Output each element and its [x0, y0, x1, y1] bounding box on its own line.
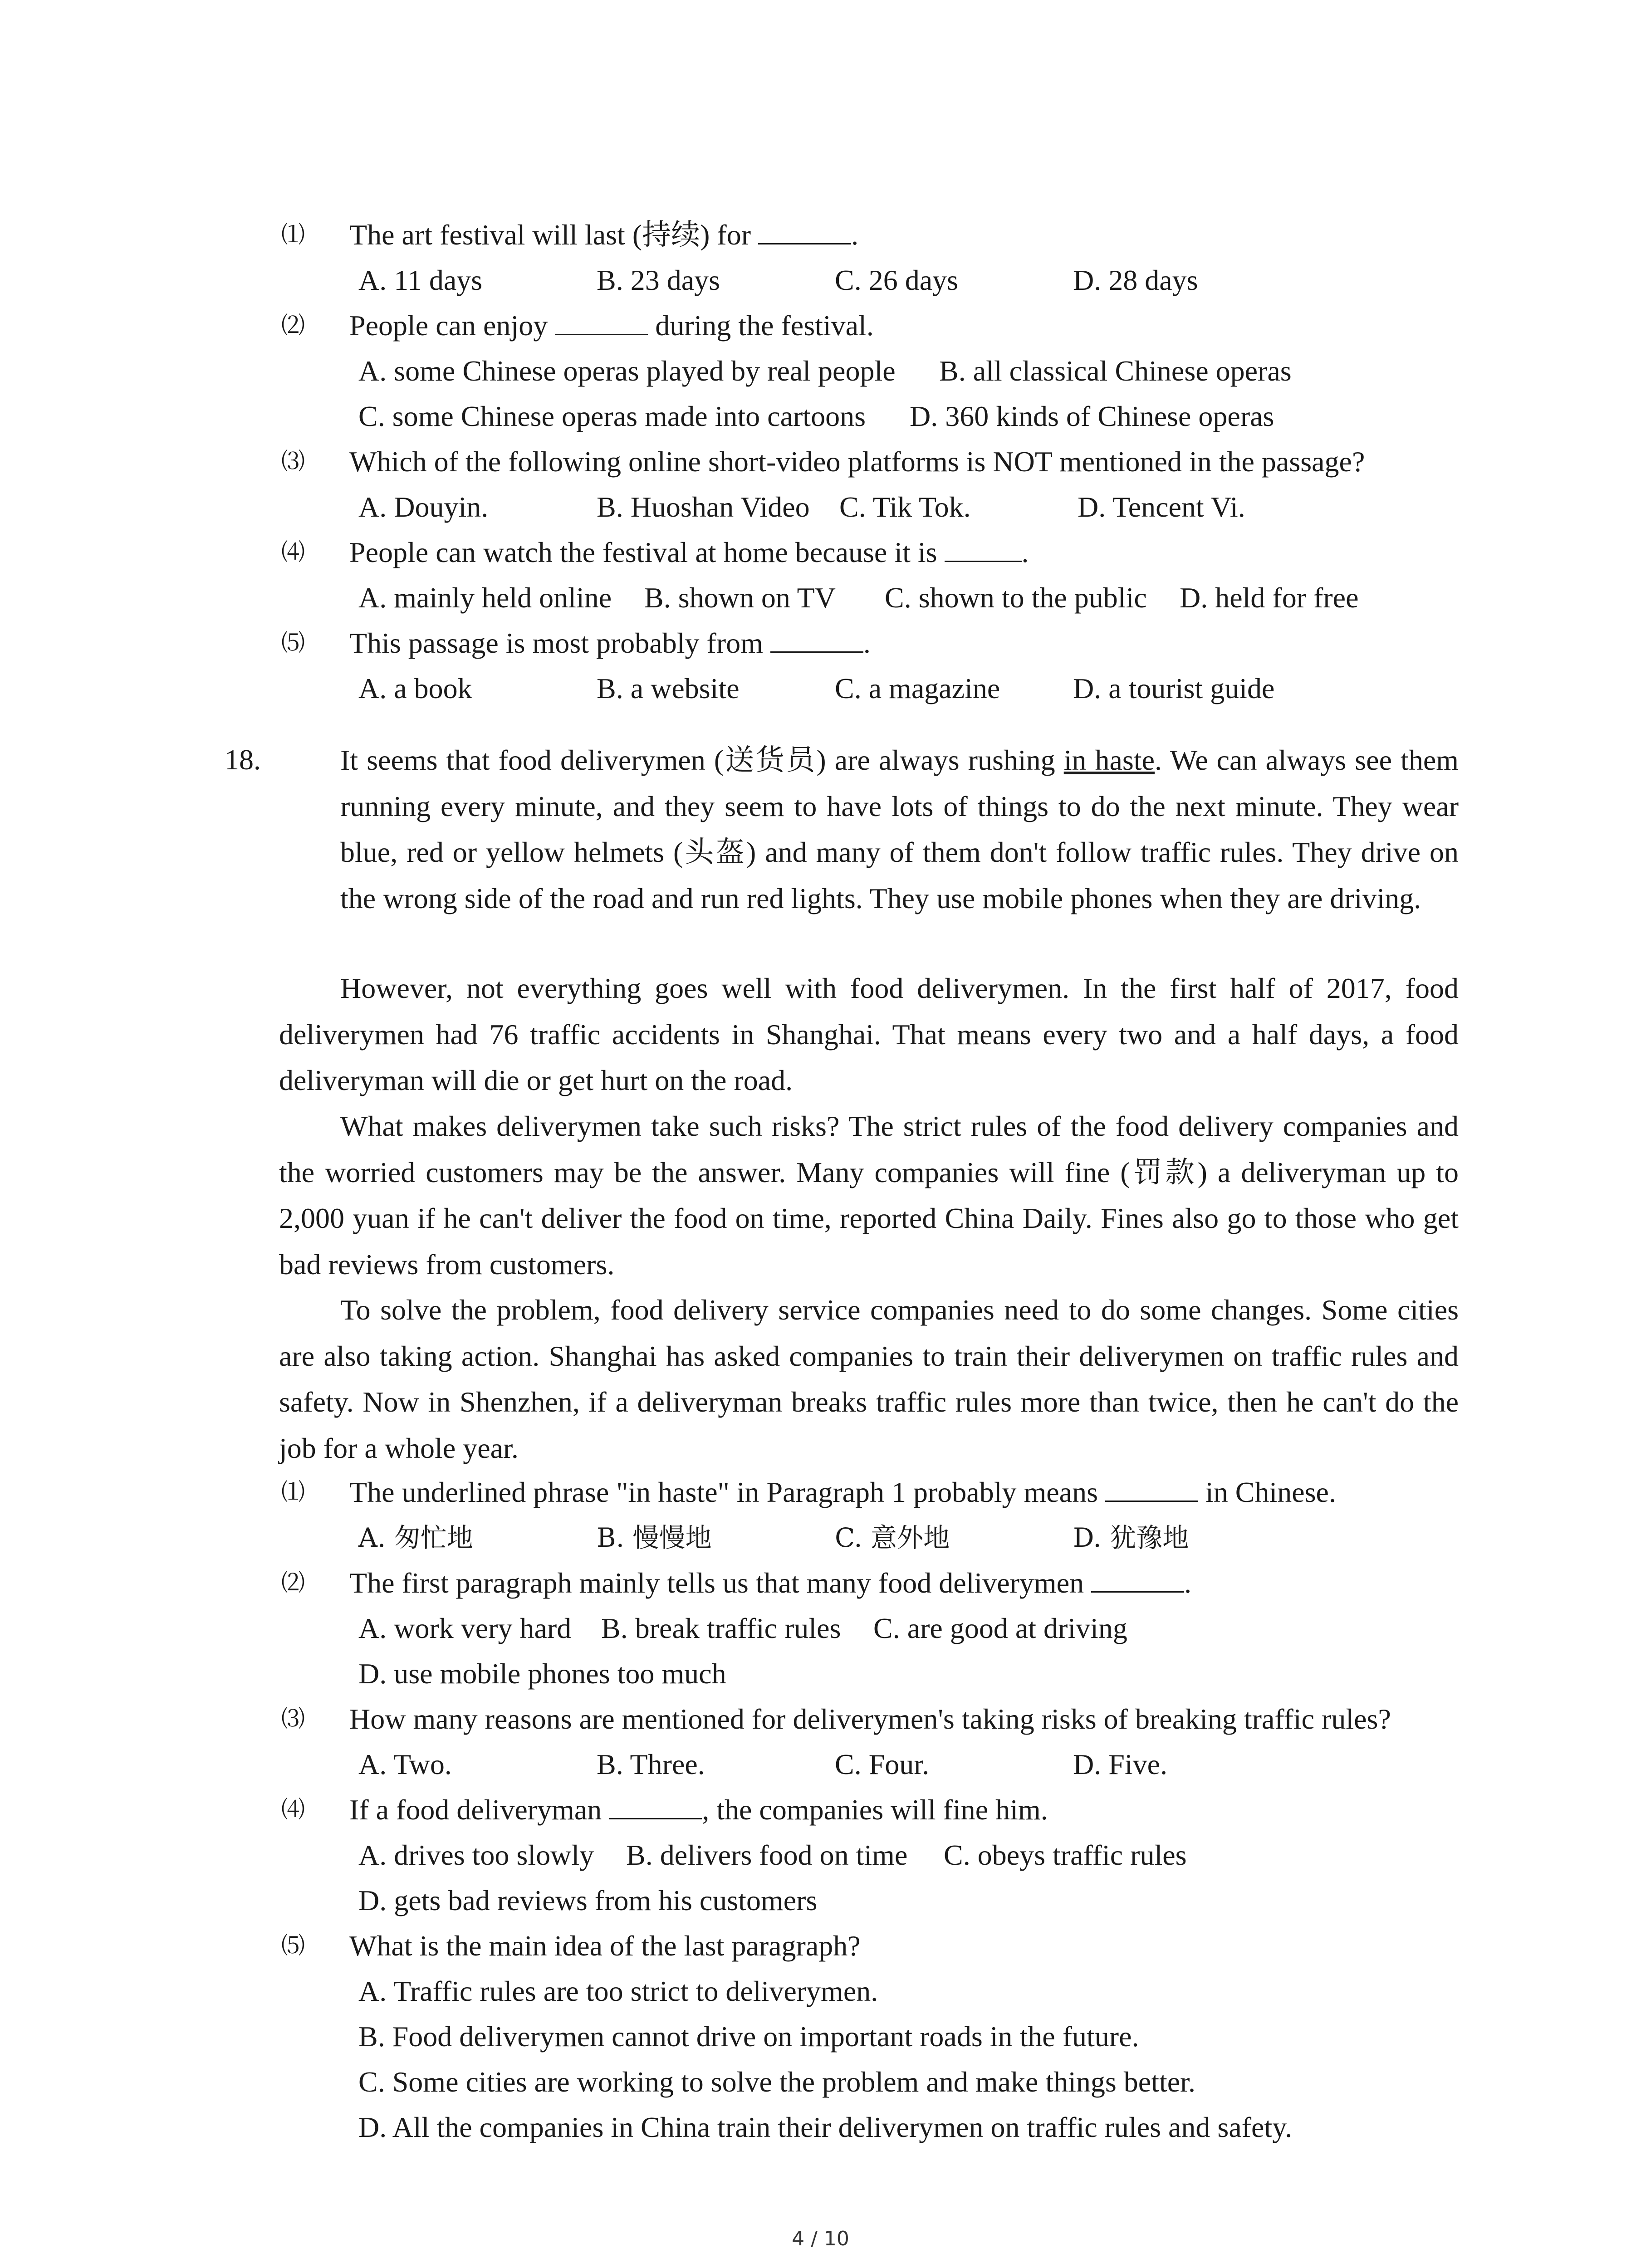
- q18-2-option-a: A. work very hard: [358, 1612, 572, 1644]
- q17-4-option-c: C. shown to the public: [885, 582, 1147, 614]
- q18-2-option-b: B. break traffic rules: [601, 1612, 841, 1644]
- answer-blank: [1105, 1475, 1198, 1502]
- q17-2-stem: People can enjoy during the festival.: [349, 309, 874, 342]
- q17-3-option-b: B. Huoshan Video: [597, 491, 810, 523]
- q18-paragraph-4: To solve the problem, food delivery service companies need to do some changes. Some cities are also taking action. Shanghai has asked companies to train their deliverymen on traffic rules and safety. Now in Shenzhen, if a deliveryman breaks traffic rules more than twice, then he can't do the job for a whole year.: [279, 1294, 1459, 1464]
- answer-blank: [945, 535, 1022, 562]
- q17-2-option-a: A. some Chinese operas played by real people: [358, 355, 896, 387]
- answer-blank: [770, 626, 863, 653]
- q17-1-stem: The art festival will last (持续) for .: [349, 219, 859, 251]
- q18-4-option-d: D. gets bad reviews from his customers: [358, 1884, 818, 1916]
- q17-2-option-b: B. all classical Chinese operas: [939, 355, 1292, 387]
- q18-2-stem: The first paragraph mainly tells us that many food deliverymen .: [349, 1567, 1192, 1599]
- q18-number: 18.: [225, 743, 261, 776]
- answer-blank: [609, 1793, 702, 1819]
- q18-4-option-b: B. delivers food on time: [626, 1839, 908, 1871]
- q17-5-option-d: D. a tourist guide: [1073, 672, 1275, 704]
- q17-2-option-c: C. some Chinese operas made into cartoons: [358, 400, 866, 432]
- q17-3-option-d: D. Tencent Vi.: [1078, 491, 1245, 523]
- q17-4-number: ⑷: [281, 539, 305, 566]
- q18-3-option-d: D. Five.: [1073, 1748, 1167, 1780]
- answer-blank: [555, 308, 648, 335]
- q18-paragraph-2: However, not everything goes well with food deliverymen. In the first half of 2017, food deliverymen had 76 traffic accidents in Shanghai. That means every two and a half days, a food deliveryman will die or get hurt on the road.: [279, 972, 1459, 1096]
- q18-1-stem: The underlined phrase "in haste" in Paragraph 1 probably means in Chinese.: [349, 1476, 1336, 1508]
- q17-5-option-c: C. a magazine: [835, 672, 1000, 704]
- q18-1-option-a: A. 匆忙地: [358, 1522, 473, 1553]
- underlined-phrase: in haste: [1063, 744, 1155, 776]
- q18-1-option-d: D. 犹豫地: [1073, 1522, 1189, 1553]
- q17-3-stem: Which of the following online short-video platforms is NOT mentioned in the passage?: [349, 445, 1365, 478]
- q18-2-option-c: C. are good at driving: [873, 1612, 1127, 1644]
- q18-paragraph-3: What makes deliverymen take such risks? The strict rules of the food delivery companies and the worried customers may be the answer. Many companies will fine (罚款) a deliveryman up to 2,000 yuan if he can't deliver the food on time, reported China Daily. Fines also go to those who get bad reviews from customers.: [279, 1110, 1459, 1281]
- q17-1-option-b: B. 23 days: [597, 264, 720, 296]
- q18-4-number: ⑷: [281, 1796, 305, 1823]
- q18-5-number: ⑸: [281, 1932, 305, 1960]
- q18-4-option-c: C. obeys traffic rules: [944, 1839, 1187, 1871]
- q17-4-option-a: A. mainly held online: [358, 582, 612, 614]
- q18-paragraph-1-first-line: It seems that food deliverymen (送货员) are always rushing in haste. We can always see them running every minute, and they seem to have lots of things to do the next minute. They wear blue, red or yellow helmets (头盔) and many of them don't follow traffic rules. They drive on the wrong side of the road and run red lights. They use mobile phones when they are driving.: [340, 744, 1459, 914]
- q17-3-option-a: A. Douyin.: [358, 491, 489, 523]
- q18-5-option-d: D. All the companies in China train their deliverymen on traffic rules and safety.: [358, 2111, 1293, 2143]
- page-number: 4 / 10: [792, 2227, 849, 2250]
- q17-5-option-b: B. a website: [597, 672, 740, 704]
- answer-blank: [1091, 1566, 1184, 1593]
- q18-5-option-c: C. Some cities are working to solve the problem and make things better.: [358, 2066, 1195, 2098]
- q17-1-option-c: C. 26 days: [835, 264, 958, 296]
- q18-5-option-b: B. Food deliverymen cannot drive on important roads in the future.: [358, 2020, 1139, 2053]
- q17-3-number: ⑶: [281, 448, 305, 475]
- q17-2-number: ⑵: [281, 312, 305, 339]
- q17-1-option-d: D. 28 days: [1073, 264, 1198, 296]
- q18-3-stem: How many reasons are mentioned for deliverymen's taking risks of breaking traffic rules?: [349, 1703, 1391, 1735]
- q18-5-option-a: A. Traffic rules are too strict to deliverymen.: [358, 1975, 878, 2007]
- q17-2-option-d: D. 360 kinds of Chinese operas: [910, 400, 1274, 432]
- q18-4-option-a: A. drives too slowly: [358, 1839, 594, 1871]
- answer-blank: [758, 218, 851, 244]
- q18-1-number: ⑴: [281, 1479, 305, 1506]
- q17-5-stem: This passage is most probably from .: [349, 627, 871, 659]
- q17-1-option-a: A. 11 days: [358, 264, 483, 296]
- q18-3-option-c: C. Four.: [835, 1748, 930, 1780]
- q17-5-option-a: A. a book: [358, 672, 472, 704]
- q18-5-stem: What is the main idea of the last paragraph?: [349, 1930, 861, 1962]
- q17-4-option-d: D. held for free: [1180, 582, 1359, 614]
- q17-1-number: ⑴: [281, 221, 305, 249]
- q17-4-stem: People can watch the festival at home because it is .: [349, 536, 1029, 568]
- q18-3-number: ⑶: [281, 1706, 305, 1733]
- q17-3-option-c: C. Tik Tok.: [839, 491, 971, 523]
- q18-2-option-d: D. use mobile phones too much: [358, 1657, 726, 1690]
- q18-1-option-c: C. 意外地: [835, 1522, 950, 1553]
- q18-3-option-a: A. Two.: [358, 1748, 452, 1780]
- q18-2-number: ⑵: [281, 1569, 305, 1597]
- q18-1-option-b: B. 慢慢地: [597, 1522, 712, 1553]
- q17-5-number: ⑸: [281, 630, 305, 657]
- q18-4-stem: If a food deliveryman , the companies will fine him.: [349, 1794, 1048, 1826]
- q18-3-option-b: B. Three.: [597, 1748, 705, 1780]
- q17-4-option-b: B. shown on TV: [644, 582, 836, 614]
